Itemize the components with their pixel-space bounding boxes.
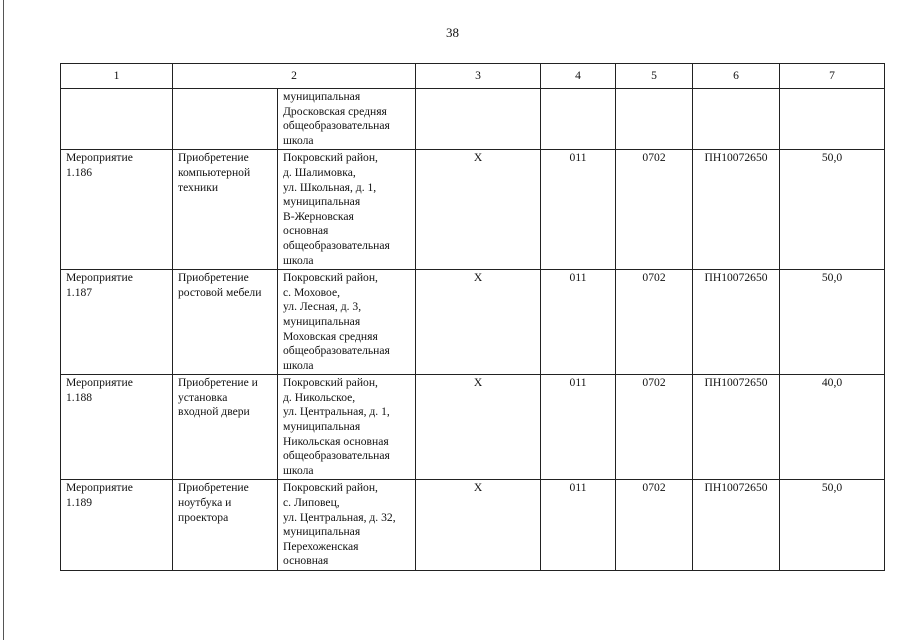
address-cell-line: с. Липовец,: [283, 496, 340, 510]
column-6-cell: ПН10072650: [693, 375, 780, 480]
address-cell-line: школа: [283, 133, 314, 147]
address-cell-line: основная: [283, 554, 329, 568]
column-header-4: 4: [541, 64, 616, 89]
measure-id-cell: [61, 150, 173, 270]
measure-name-cell-line: Приобретение: [178, 271, 249, 285]
amount-cell: 40,0: [780, 375, 885, 480]
address-cell-line: муниципальная: [283, 525, 361, 539]
address-cell-line: общеобразовательная: [283, 119, 390, 133]
address-cell-line: Никольская основная: [283, 434, 389, 448]
measure-id-cell-line: 1.189: [66, 496, 93, 510]
address-cell: [278, 480, 416, 571]
amount-cell: [780, 89, 885, 150]
table-row: [61, 89, 885, 150]
amount-cell: 50,0: [780, 150, 885, 270]
address-cell-line: ул. Центральная, д. 32,: [283, 510, 396, 524]
measure-name-cell-line: проектора: [178, 510, 229, 524]
column-header-6: 6: [693, 64, 780, 89]
address-cell-line: муниципальная: [283, 90, 361, 103]
column-4-cell: 011: [541, 375, 616, 480]
measure-name-cell-line: Приобретение и: [178, 376, 258, 390]
measure-id-cell-line: Мероприятие: [66, 151, 133, 165]
amount-cell: 50,0: [780, 480, 885, 571]
measure-name-cell-line: ростовой мебели: [178, 285, 262, 299]
column-3-cell: Х: [416, 150, 541, 270]
table-row: [61, 375, 885, 480]
address-cell-line: общеобразовательная: [283, 449, 390, 463]
column-6-cell: ПН10072650: [693, 480, 780, 571]
address-cell-line: муниципальная: [283, 420, 361, 434]
column-3-cell: Х: [416, 270, 541, 375]
address-cell: [278, 270, 416, 375]
address-cell-line: Перехоженская: [283, 539, 359, 553]
header-row: [61, 64, 885, 89]
column-5-cell: 0702: [616, 375, 693, 480]
address-cell: [278, 89, 416, 150]
address-cell-line: Покровский район,: [283, 481, 378, 495]
column-6-cell: ПН10072650: [693, 270, 780, 375]
address-cell-line: общеобразовательная: [283, 238, 390, 252]
address-cell-line: школа: [283, 253, 314, 267]
document-table: [60, 63, 885, 571]
page-number: 38: [446, 25, 459, 40]
table-row: [61, 480, 885, 571]
column-3-cell: Х: [416, 375, 541, 480]
column-5-cell: [616, 89, 693, 150]
column-header-3: 3: [416, 64, 541, 89]
table-row: [61, 150, 885, 270]
measure-id-cell-line: 1.188: [66, 390, 93, 404]
address-cell-line: муниципальная: [283, 195, 361, 209]
address-cell-line: основная: [283, 224, 329, 238]
address-cell-line: муниципальная: [283, 314, 361, 328]
measure-id-cell-line: Мероприятие: [66, 376, 133, 390]
column-4-cell: [541, 89, 616, 150]
measure-name-cell: [173, 150, 278, 270]
address-cell-line: Моховская средняя: [283, 329, 378, 343]
address-cell: [278, 375, 416, 480]
measure-id-cell-line: Мероприятие: [66, 271, 133, 285]
column-header-1: 1: [61, 64, 173, 89]
address-cell-line: д. Никольское,: [283, 390, 356, 404]
measure-name-cell: [173, 375, 278, 480]
column-header-2: 2: [173, 64, 416, 89]
table-row: [61, 270, 885, 375]
column-6-cell: ПН10072650: [693, 150, 780, 270]
measure-id-cell: [61, 375, 173, 480]
address-cell-line: Покровский район,: [283, 151, 378, 165]
address-cell-line: с. Моховое,: [283, 285, 341, 299]
address-cell-line: Покровский район,: [283, 271, 378, 285]
measure-name-cell-line: ноутбука и: [178, 496, 232, 510]
address-cell-line: ул. Школьная, д. 1,: [283, 180, 377, 194]
address-cell-line: Покровский район,: [283, 376, 378, 390]
measure-id-cell: [61, 480, 173, 571]
column-5-cell: 0702: [616, 150, 693, 270]
address-cell-line: ул. Лесная, д. 3,: [283, 300, 362, 314]
address-cell-line: д. Шалимовка,: [283, 165, 356, 179]
column-4-cell: 011: [541, 480, 616, 571]
column-3-cell: [416, 89, 541, 150]
column-6-cell: [693, 89, 780, 150]
measure-name-cell-line: Приобретение: [178, 151, 249, 165]
measure-id-cell: [61, 270, 173, 375]
measure-name-cell-line: установка: [178, 390, 228, 404]
address-cell-line: ул. Центральная, д. 1,: [283, 405, 390, 419]
measure-name-cell-line: техники: [178, 180, 219, 194]
measure-id-cell: [61, 89, 173, 150]
measure-id-cell-line: Мероприятие: [66, 481, 133, 495]
measure-name-cell-line: входной двери: [178, 405, 250, 419]
address-cell: [278, 150, 416, 270]
address-cell-line: школа: [283, 358, 314, 372]
measure-id-cell-line: 1.187: [66, 285, 93, 299]
address-cell-line: общеобразовательная: [283, 344, 390, 358]
amount-cell: 50,0: [780, 270, 885, 375]
address-cell-line: Дросковская средняя: [283, 104, 387, 118]
measure-name-cell-line: Приобретение: [178, 481, 249, 495]
measure-name-cell-line: компьютерной: [178, 165, 251, 179]
measure-name-cell: [173, 89, 278, 150]
column-header-5: 5: [616, 64, 693, 89]
address-cell-line: В-Жерновская: [283, 209, 354, 223]
column-4-cell: 011: [541, 150, 616, 270]
measure-id-cell-line: 1.186: [66, 165, 93, 179]
address-cell-line: школа: [283, 463, 314, 477]
measure-name-cell: [173, 270, 278, 375]
table-body: [61, 89, 885, 571]
page-left-edge: [3, 0, 4, 640]
column-4-cell: 011: [541, 270, 616, 375]
column-3-cell: Х: [416, 480, 541, 571]
column-5-cell: 0702: [616, 270, 693, 375]
column-5-cell: 0702: [616, 480, 693, 571]
measure-name-cell: [173, 480, 278, 571]
column-header-7: 7: [780, 64, 885, 89]
